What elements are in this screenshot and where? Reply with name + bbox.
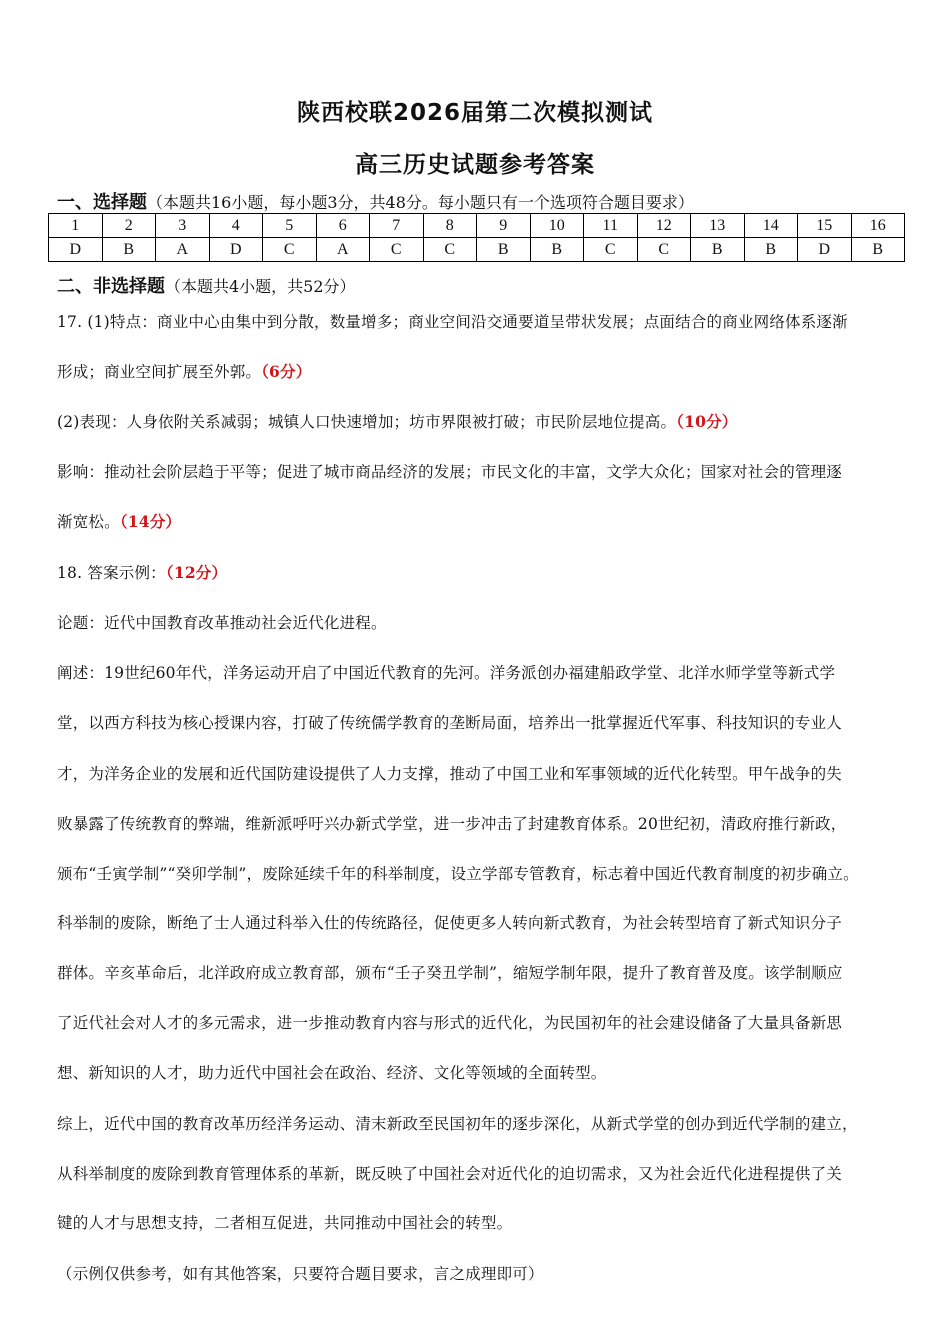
answer-text: 论题：近代中国教育改革推动社会近代化进程。 (57, 614, 387, 632)
answer-line (57, 510, 902, 532)
question-number: 7 (370, 214, 424, 238)
answer-cell: B (691, 238, 745, 262)
answer-text: 才，为洋务企业的发展和近代国防建设提供了人力支撑，推动了中国工业和军事领域的近代化转型。甲午战争的失 (57, 765, 843, 783)
answer-cell: C (637, 238, 691, 262)
section-heading: 二、非选择题 (57, 276, 165, 297)
answer-line (57, 1162, 902, 1184)
score-label: （12分） (165, 563, 228, 582)
answer-line (57, 410, 902, 432)
question-number: 9 (477, 214, 531, 238)
answer-cell: C (370, 238, 424, 262)
answer-text: 渐宽松。 (57, 513, 120, 531)
question-number: 16 (851, 214, 905, 238)
question-number: 15 (798, 214, 852, 238)
question-number: 14 (744, 214, 798, 238)
score-label: （14分） (119, 512, 182, 531)
answer-cell: C (263, 238, 317, 262)
question-number: 8 (423, 214, 477, 238)
answer-line (57, 1211, 902, 1233)
answer-cell: C (584, 238, 638, 262)
answer-line (57, 1262, 902, 1284)
answer-cell: A (156, 238, 210, 262)
section-heading: 一、选择题 (57, 192, 147, 213)
answer-text: 了近代社会对人才的多元需求，进一步推动教育内容与形式的近代化，为民国初年的社会建设储备了大量具备新思 (57, 1014, 843, 1032)
answer-text: 17. (1)特点：商业中心由集中到分散，数量增多；商业空间沿交通要道呈带状发展；点面结合的商业网络体系逐渐 (57, 313, 848, 331)
question-number-row (49, 214, 905, 238)
answer-text: 败暴露了传统教育的弊端，维新派呼吁兴办新式学堂，进一步冲击了封建教育体系。20世纪初，清政府推行新政， (57, 815, 847, 833)
answer-text: 18. 答案示例： (57, 564, 166, 582)
answer-line (57, 611, 902, 633)
answer-line (57, 1011, 902, 1033)
question-number: 3 (156, 214, 210, 238)
answer-text: (2)表现：人身依附关系减弱；城镇人口快速增加；坊市界限被打破；市民阶层地位提高。 (57, 413, 677, 431)
answer-line (57, 961, 902, 983)
answer-line (57, 1061, 902, 1083)
question-number: 4 (209, 214, 263, 238)
question-number: 12 (637, 214, 691, 238)
answer-text: 影响：推动社会阶层趋于平等；促进了城市商品经济的发展；市民文化的丰富，文学大众化；国家对社会的管理逐 (57, 463, 843, 481)
answer-cell: C (423, 238, 477, 262)
answer-line (57, 911, 902, 933)
answer-row (49, 238, 905, 262)
answer-text: 阐述：19世纪60年代，洋务运动开启了中国近代教育的先河。洋务派创办福建船政学堂、北洋水师学堂等新式学 (57, 664, 836, 682)
page-subtitle: 高三历史试题参考答案 (355, 152, 595, 178)
answer-line (57, 360, 902, 382)
score-label: （10分） (676, 412, 738, 431)
answer-text: 从科举制度的废除到教育管理体系的革新，既反映了中国社会对近代化的迫切需求，又为社会近代化进程提供了关 (57, 1165, 843, 1183)
answer-text: 颁布“壬寅学制”“癸卯学制”，废除延续千年的科举制度，设立学部专管教育，标志着中国近代教育制度的初步确立。 (57, 865, 859, 883)
answer-line (57, 762, 902, 784)
answer-text: 综上，近代中国的教育改革历经洋务运动、清末新政至民国初年的逐步深化，从新式学堂的创办到近代学制的建立， (57, 1115, 858, 1133)
answer-text: 形成；商业空间扩展至外郭。 (57, 363, 262, 381)
answer-key-table (48, 213, 905, 262)
answer-line (57, 711, 902, 733)
answer-cell: B (477, 238, 531, 262)
question-number: 11 (584, 214, 638, 238)
score-label: （6分） (261, 362, 312, 381)
section-essay-header (57, 272, 356, 298)
question-number: 10 (530, 214, 584, 238)
question-number: 13 (691, 214, 745, 238)
answer-line (57, 1112, 902, 1134)
section-multiple-choice-header (57, 188, 694, 214)
answer-text: 群体。辛亥革命后，北洋政府成立教育部，颁布“壬子癸丑学制”，缩短学制年限，提升了教育普及度。该学制顺应 (57, 964, 843, 982)
question-number: 5 (263, 214, 317, 238)
answer-cell: B (530, 238, 584, 262)
answer-cell: B (102, 238, 156, 262)
answer-text: 键的人才与思想支持，二者相互促进，共同推动中国社会的转型。 (57, 1214, 513, 1232)
answer-cell: D (209, 238, 263, 262)
page-title: 陕西校联2026届第二次模拟测试 (296, 100, 653, 126)
answer-cell: A (316, 238, 370, 262)
question-number: 2 (102, 214, 156, 238)
answer-line (57, 661, 902, 683)
answer-text: 想、新知识的人才，助力近代中国社会在政治、经济、文化等领域的全面转型。 (57, 1064, 607, 1082)
section-note: （本题共4小题，共52分） (165, 277, 356, 296)
answer-text: 堂，以西方科技为核心授课内容，打破了传统儒学教育的垄断局面，培养出一批掌握近代军事、科技知识的专业人 (57, 714, 843, 732)
question-number: 1 (49, 214, 103, 238)
answer-line (57, 310, 902, 332)
answer-cell: D (798, 238, 852, 262)
answer-line (57, 561, 902, 583)
answer-cell: B (744, 238, 798, 262)
answer-cell: D (49, 238, 103, 262)
answer-line (57, 460, 902, 482)
question-number: 6 (316, 214, 370, 238)
footnote-text: （示例仅供参考，如有其他答案，只要符合题目要求，言之成理即可） (57, 1265, 544, 1283)
answer-text: 科举制的废除，断绝了士人通过科举入仕的传统路径，促使更多人转向新式教育，为社会转型培育了新式知识分子 (57, 914, 843, 932)
answer-line (57, 862, 902, 884)
section-note: （本题共16小题，每小题3分，共48分。每小题只有一个选项符合题目要求） (147, 193, 694, 212)
answer-cell: B (851, 238, 905, 262)
answer-line (57, 812, 902, 834)
